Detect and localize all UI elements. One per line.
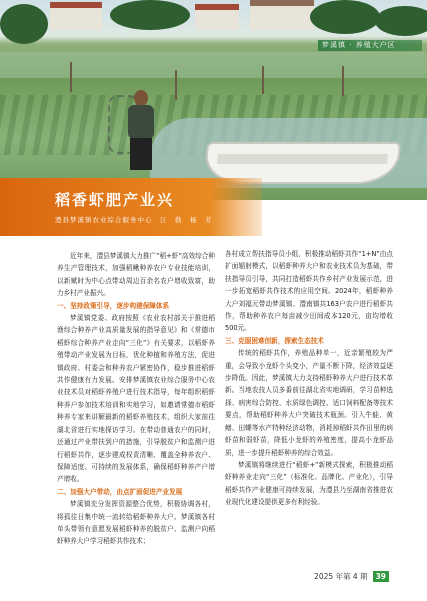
photo-caption-tag: 梦溪镇 · 养殖大户区: [318, 40, 422, 51]
issue-label: 2025 年第 4 期: [314, 572, 368, 581]
body-paragraph: 各村成立帮扶指导员小组，积极推动稻虾共作“1+N”由点扩面辐射模式，以稻虾种养大户和农业技术员为基础，带扶指导员引导，共同打造稻虾共作乡村产业发展示范，进一步拓宽稻虾共作技术的应用空间。2024年，稻虾种养大户刘福元带动梦溪镇、澧南镇共163户农户进行稻虾共作，帮助种养农户每亩减少田间成本120元，亩均增收500元。: [225, 250, 393, 333]
house-right: [250, 0, 314, 30]
house-mid: [195, 4, 239, 30]
field-stake: [70, 62, 72, 92]
body-paragraph: 近年来，澧县梦溪镇大力推广“稻+虾”高效综合种养生产管理技术，加强稻鳅种养农户专业技能培训，以新赋时为中心点带动周边百余名农户增收致富，助力乡村产业振兴。: [57, 252, 215, 298]
field-stake: [342, 66, 344, 96]
text-column-right: [225, 248, 393, 509]
field-stake: [262, 66, 264, 94]
tree: [110, 0, 190, 30]
section-heading: 三、克服困难创新，探索生态技术: [225, 336, 324, 345]
farmer-figure: [122, 90, 158, 170]
page-footer: [314, 571, 389, 582]
page-number-badge: 39: [373, 571, 389, 582]
section-heading: 二、加强大户带动，由点扩面促进产业发展: [57, 487, 183, 496]
body-paragraph: 梦溪镇党委、政府按照《农业农村部关于推进稻渔综合种养产业高质量发展的指导意见》和《常德市稻虾综合种养产业走向“三化”》有关要求，以稻虾养殖带动产业发展为目标，优化种植和养殖方法，促进镇政府、村委会和种养农户紧密协作，稳步推进稻虾共作健康有力发展。安排梦溪镇农业综合服务中心农业技术员对稻虾养殖户进行技术指导，每年组织稻虾种养户参加技术培训和实地学习，如邀请常德市稻虾种养专家来讲解最新的稻虾养殖技术，组织大家前往湖北省进行实地探访学习。在带动普通农户的同时，还通过产业带扶到户的措施，引导脱贫户和监测户进行稻虾共作，逐步建成权责清晰、覆盖全种养农户、保障适度、可持续的发展体系，确保稻虾种养产户增产增收。: [57, 314, 215, 484]
tree: [310, 0, 380, 34]
body-paragraph: 梦溪镇将继续进行“稻虾+”新模式探索，积极推动稻虾种养业走向“三化”（标准化、品牌化、产业化），引导稻虾共作产业健康可持续发展，为澧县乃至湖南省推进农业现代化建设提供更多有利经验。: [225, 460, 393, 507]
tree: [375, 6, 427, 36]
field-stake: [175, 70, 177, 100]
tree: [0, 4, 48, 44]
title-banner: [0, 178, 262, 236]
section-heading: 一、坚持政策引导，逐步构建保障体系: [57, 301, 170, 310]
house-left: [50, 2, 102, 30]
body-paragraph: 梦溪镇充分发挥资源整合优势，积极协调各村，将孤往日集中统一流转给稻虾种养大户。梦溪镇各村单头带领有意愿发展稻虾种养的脱贫户、监测户向稻虾种养大户学习稻虾共作技术；: [57, 500, 215, 546]
article-author: 澧县梦溪镇农业综合服务中心 江 勃 杨 芳: [55, 216, 213, 224]
canal: [0, 52, 427, 78]
article-title: 稻香虾肥产业兴: [55, 191, 175, 209]
text-column-left: [57, 250, 215, 548]
header-photo: [0, 0, 427, 200]
body-paragraph: 传统的稻虾共作，养殖品种单一，近亲繁殖较为严重，会导致小龙虾个头变小，产量不断下降，经济效益逐步降低。因此，梦溪镇大力支持稻虾种养大户进行技术革新。当地农技人员多番前往湖北省实地调研，学习苗种选择、病害综合防控、水质绿色调控、适口饲料配备等技术要点，帮助稻虾种养大户突破技术瓶颈。引入牛蛙、黄鳝、田螺等水产特种经济动物，消耗掉稻虾共作田里的病虾苗和弱虾苗，降低小龙虾的养殖密度，提高小龙虾品质，进一步提升稻虾种养的综合效益。: [225, 349, 393, 457]
